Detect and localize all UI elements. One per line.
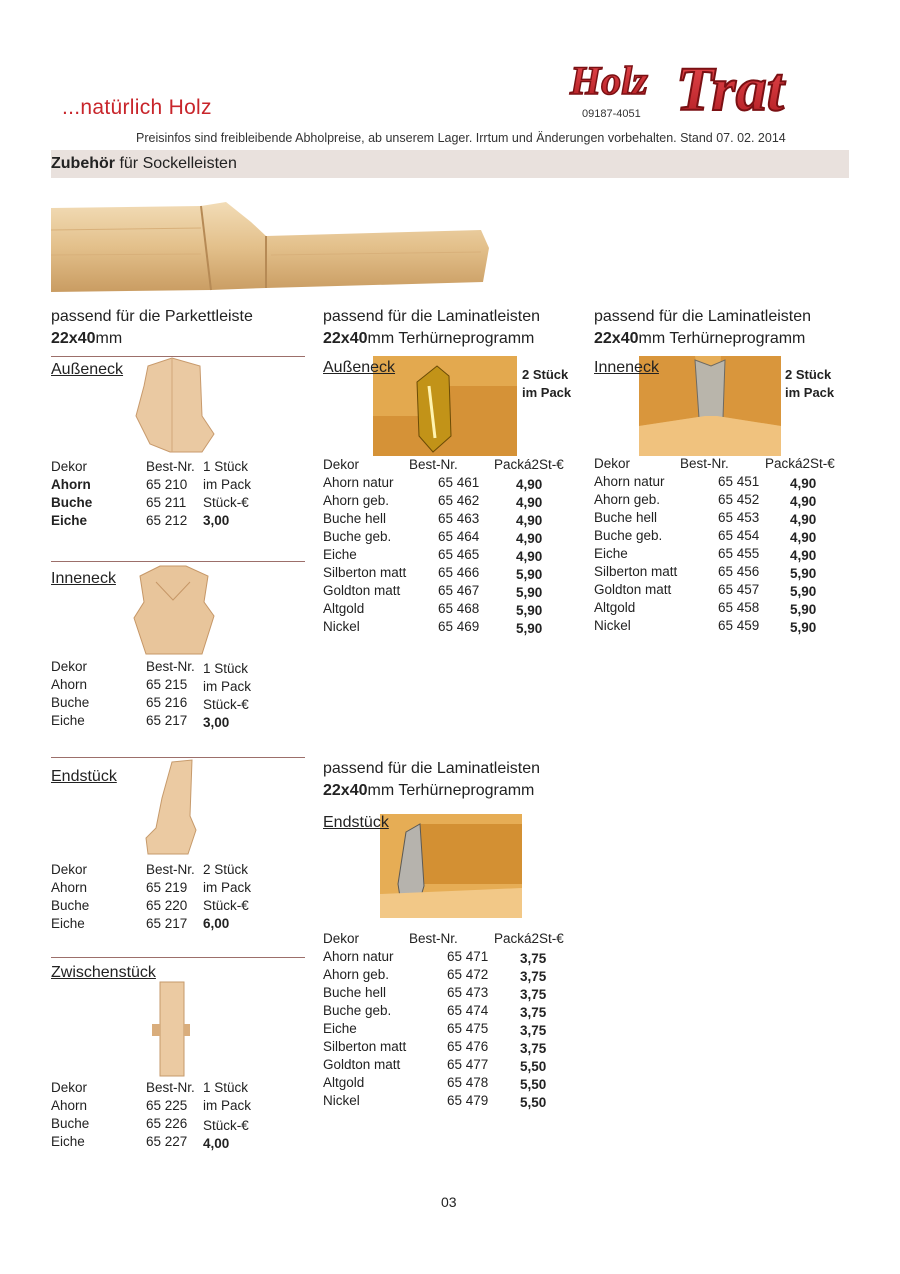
section-title-bar (51, 150, 849, 178)
endstueck-image (144, 758, 200, 856)
col1-title: passend für die Parkettleiste 22x40mm (51, 308, 253, 347)
col3-title: passend für die Laminatleisten 22x40mm Terhürneprogramm (594, 308, 812, 347)
heading-endstueck: Endstück (51, 768, 117, 785)
page-number: 03 (441, 1194, 457, 1210)
heading-inneneck: Inneneck (51, 570, 116, 587)
col4-title: passend für die Laminatleisten 22x40mm Terhürneprogramm (323, 760, 541, 799)
svg-text:Holz: Holz (570, 58, 648, 103)
inneneck-image (130, 562, 216, 656)
heading-laminat-inneneck: Inneneck (594, 359, 659, 376)
skirting-board-image (51, 200, 493, 302)
pack-note: 2 Stück im Pack (522, 367, 572, 400)
aussen-eck-image (130, 356, 216, 456)
slogan: ...natürlich Holz (62, 96, 212, 119)
heading-laminat-aussen-eck: Außeneck (323, 359, 396, 376)
heading-zwischenstueck: Zwischenstück (51, 964, 156, 981)
col4-table: Dekor Best-Nr. Packá2St-€ Ahorn natur 65 471 3,75 Ahorn geb. 65 472 3,75 Buche hell 65 473 3,75 Buche geb. 65 474 3,75 Eiche 65 475 3,75 Silberton matt 65 476 3,75 Goldton matt 65 477 5,50 Altgold 65 478 5,50 Nickel 65 479 5,50 (323, 931, 564, 1110)
col2-table: Dekor Best-Nr. Packá2St-€ Ahorn natur 65 461 4,90 Ahorn geb. 65 462 4,90 Buche hell 65 463 4,90 Buche geb. 65 464 4,90 Eiche 65 465 4,90 Silberton matt 65 466 5,90 Goldton matt 65 467 5,90 Altgold 65 468 5,90 Nickel 65 469 5,90 (323, 457, 564, 636)
heading-laminat-endstueck: Endstück (323, 814, 389, 831)
divider (51, 957, 305, 958)
disclaimer: Preisinfos sind freibleibende Abholpreise, ab unserem Lager. Irrtum und Änderungen vorbehalten. Stand 07. 02. 2014 (136, 131, 786, 145)
laminat-endstueck-image (380, 814, 522, 918)
section-title: Zubehör für Sockelleisten (51, 155, 237, 172)
col2-title: passend für die Laminatleisten 22x40mm Terhürneprogramm (323, 308, 541, 347)
svg-text:Trat: Trat (676, 56, 784, 124)
col1-table-1: Dekor Best-Nr. 1 Stück Ahorn 65 210 im Pack Buche 65 211 Stück-€ Eiche 65 212 3,00 (51, 459, 252, 528)
zwischenstueck-image (150, 980, 192, 1078)
col3-table: Dekor Best-Nr. Packá2St-€ Ahorn natur 65 451 4,90 Ahorn geb. 65 452 4,90 Buche hell 65 453 4,90 Buche geb. 65 454 4,90 Eiche 65 455 4,90 Silberton matt 65 456 5,90 Goldton matt 65 457 5,90 Altgold 65 458 5,90 Nickel 65 459 5,90 (594, 456, 835, 635)
heading-aussen-eck: Außeneck (51, 361, 124, 378)
pack-note: 2 Stück im Pack (785, 367, 835, 400)
col1-table-3: Dekor Best-Nr. 2 Stück Ahorn 65 219 im Pack Buche 65 220 Stück-€ Eiche 65 217 6,00 (51, 862, 252, 931)
col1-table-4: Dekor Best-Nr. 1 Stück Ahorn 65 225 im Pack Buche 65 226 Stück-€ Eiche 65 227 4,00 (51, 1080, 252, 1151)
col1-table-2: Dekor Best-Nr. 1 Stück Ahorn 65 215 im Pack Buche 65 216 Stück-€ Eiche 65 217 3,00 (51, 659, 252, 730)
phone-number: 09187-4051 (582, 108, 641, 120)
laminat-inneneck-image (639, 356, 781, 456)
